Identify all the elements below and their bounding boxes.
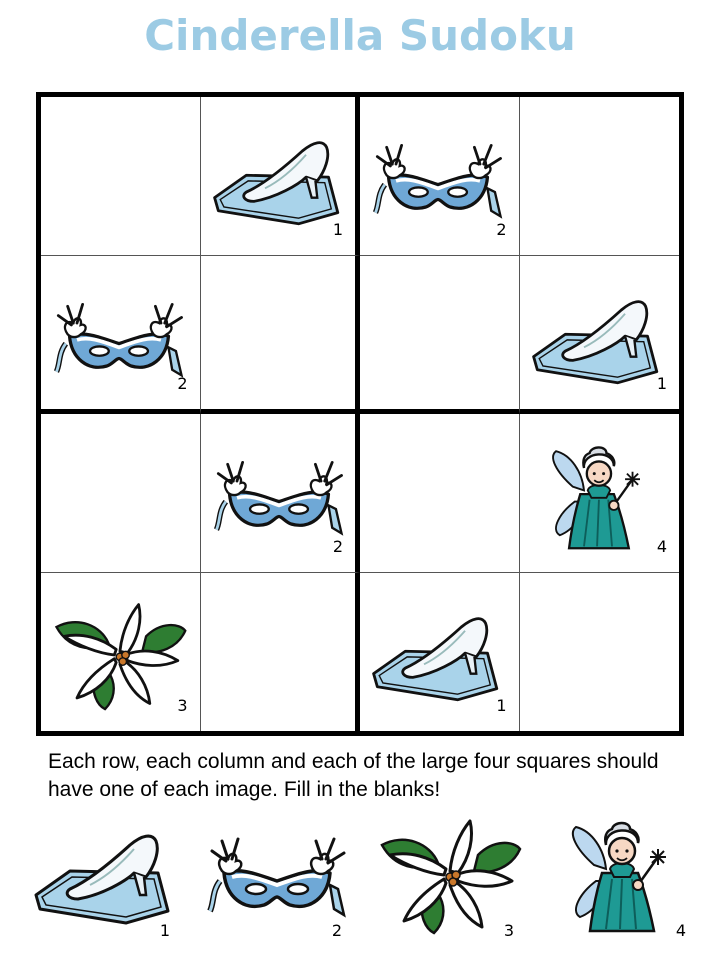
cell-r2-c3[interactable] [360, 256, 520, 415]
instructions-text: Each row, each column and each of the large four squares should have one of each image. Fill in the blanks! [48, 750, 659, 801]
cell-number: 2 [177, 374, 188, 393]
cell-number: 2 [332, 536, 343, 556]
cell-number: 1 [496, 696, 507, 715]
cell-r3-c1[interactable] [41, 414, 201, 573]
cell-r3-c2[interactable] [201, 414, 361, 573]
legend-item-1 [30, 808, 180, 948]
cell-r4-c3[interactable] [360, 573, 520, 732]
cell-r2-c4[interactable] [520, 256, 680, 415]
page-title: Cinderella Sudoku [144, 11, 576, 60]
legend-number: 2 [331, 921, 342, 940]
cell-r2-c2[interactable] [201, 256, 361, 415]
legend-item-3 [374, 808, 524, 948]
cell-r1-c3[interactable] [360, 97, 520, 256]
image-legend [30, 808, 690, 948]
legend-item-2 [202, 808, 352, 948]
cell-r1-c4[interactable] [520, 97, 680, 256]
cell-r2-c1[interactable] [41, 256, 201, 415]
cell-number: 1 [656, 374, 667, 393]
cell-r1-c2[interactable] [201, 97, 361, 256]
cell-number: 1 [332, 219, 343, 239]
cell-number: 3 [177, 696, 188, 715]
cell-r3-c4[interactable] [520, 414, 680, 573]
cell-r4-c2[interactable] [201, 573, 361, 732]
legend-number: 4 [675, 921, 686, 940]
sudoku-grid [36, 92, 684, 736]
legend-number: 3 [503, 921, 514, 940]
cell-r3-c3[interactable] [360, 414, 520, 573]
cell-number: 4 [656, 536, 667, 556]
cell-r1-c1[interactable] [41, 97, 201, 256]
legend-number: 1 [159, 921, 170, 940]
cell-r4-c4[interactable] [520, 573, 680, 732]
cell-r4-c1[interactable] [41, 573, 201, 732]
legend-item-4 [546, 808, 696, 948]
cell-number: 2 [496, 219, 507, 239]
